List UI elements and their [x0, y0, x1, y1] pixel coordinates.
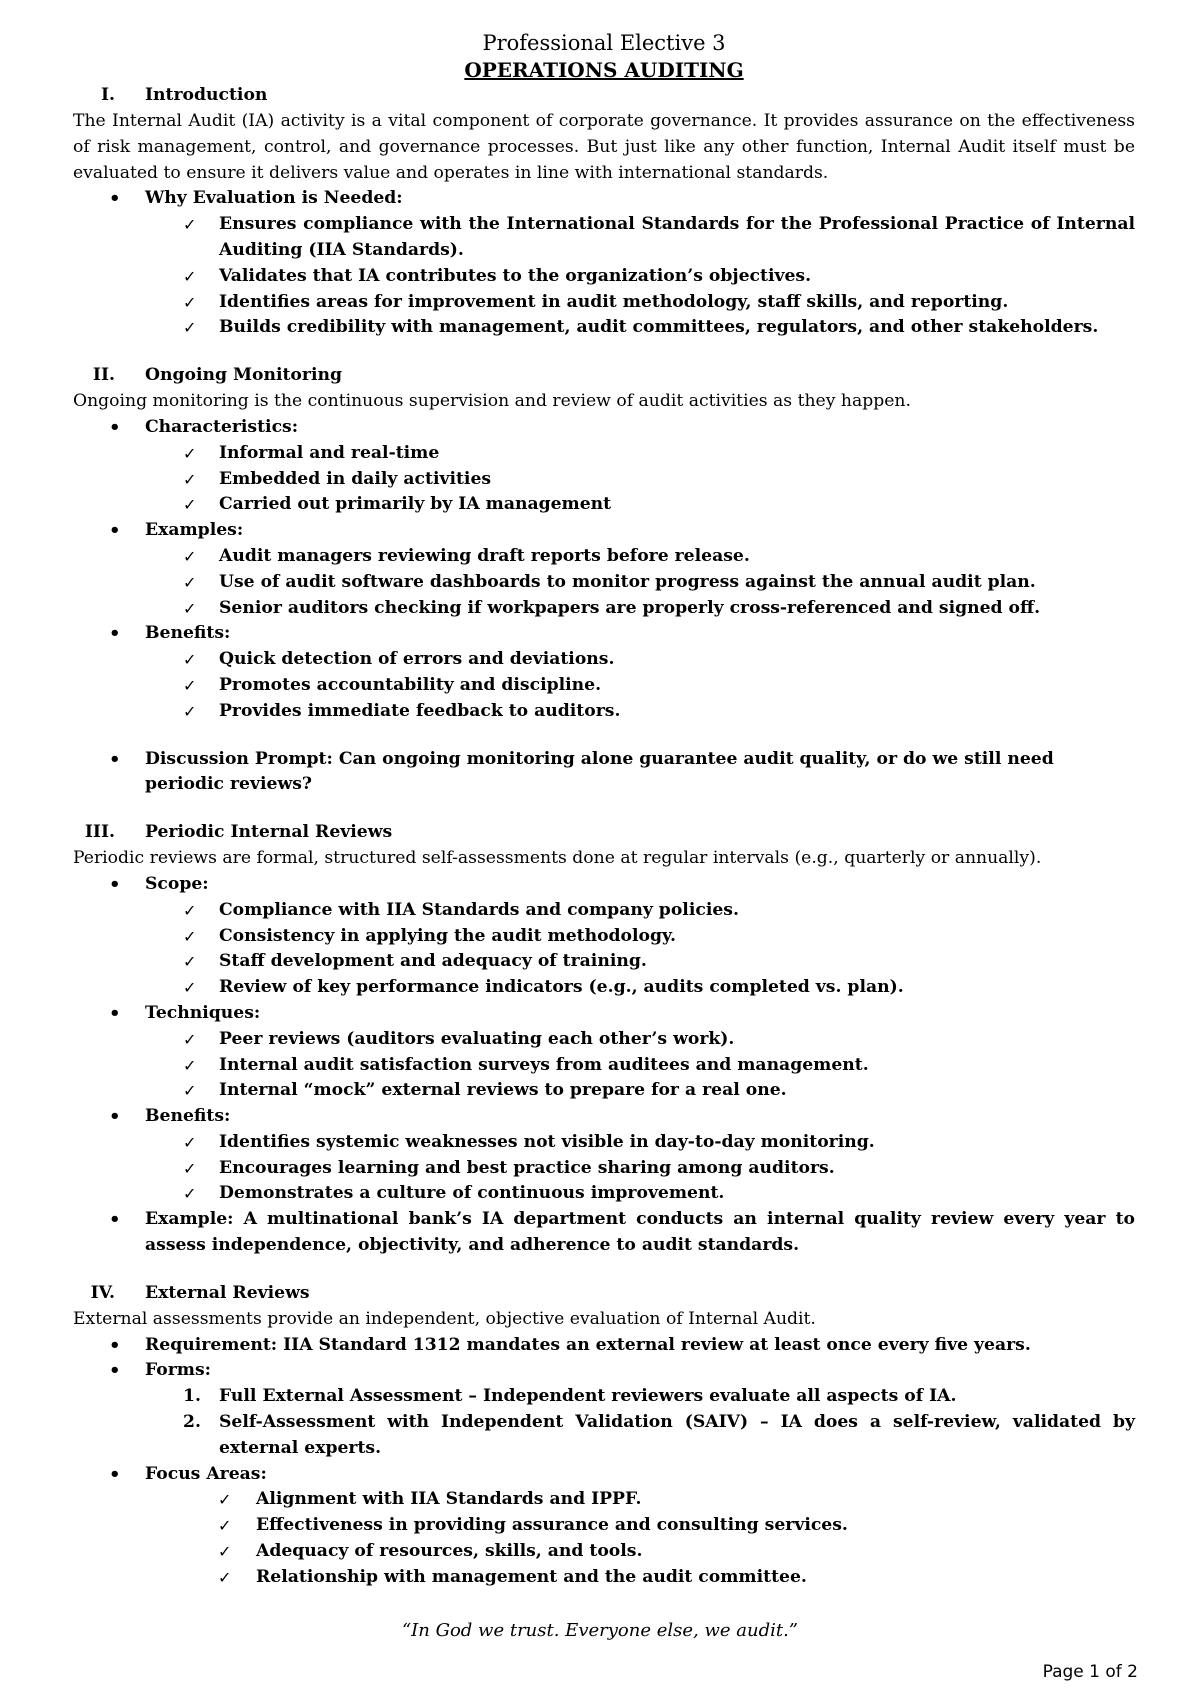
list-item: ✓ Identifies areas for improvement in audit methodology, staff skills, and reporting. [73, 290, 1135, 316]
list-item: ✓ Staff development and adequacy of training. [73, 949, 1135, 975]
list-item: ✓ Relationship with management and the audit committee. [73, 1565, 1135, 1591]
section-number: II. [92, 365, 115, 386]
section-number: III. [84, 822, 115, 843]
list-item: ✓ Quick detection of errors and deviations. [73, 647, 1135, 673]
section-heading-1 [73, 83, 1135, 109]
numbered-list [73, 1384, 1135, 1461]
requirement-item: • Requirement: IIA Standard 1312 mandates an external review at least once every five years. [73, 1333, 1135, 1359]
list-item: ✓ Review of key performance indicators (e.g., audits completed vs. plan). [73, 975, 1135, 1001]
check-list [73, 1027, 1135, 1104]
example-item: • Example: A multinational bank’s IA department conducts an internal quality review every year to assess independence, objectivity, and adherence to audit standards. [73, 1207, 1135, 1259]
list-item: ✓ Consistency in applying the audit methodology. [73, 924, 1135, 950]
list-item: ✓ Audit managers reviewing draft reports before release. [73, 544, 1135, 570]
bullet-list [73, 186, 1135, 341]
list-item: • Scope: ✓ Compliance with IIA Standards and company policies. ✓ Consistency in applying the audit methodology. ✓ Staff development and adequacy of training. ✓ Review of key performance indicators (e.g., audits completed vs. plan). [73, 872, 1135, 1001]
list-item: ✓ Encourages learning and best practice sharing among auditors. [73, 1156, 1135, 1182]
list-item: ✓ Internal “mock” external reviews to prepare for a real one. [73, 1078, 1135, 1104]
check-list [73, 212, 1135, 341]
list-item: • Benefits: ✓ Quick detection of errors and deviations. ✓ Promotes accountability and discipline. ✓ Provides immediate feedback to auditors. [73, 621, 1135, 724]
section-paragraph: Periodic reviews are formal, structured self-assessments done at regular intervals (e.g., quarterly or annually). [73, 848, 1042, 869]
section-title: Ongoing Monitoring [145, 365, 342, 386]
list-item: ✓ Informal and real-time [73, 441, 1135, 467]
check-list [73, 1487, 1135, 1590]
section-heading-4 [73, 1281, 1135, 1307]
list-item: • Examples: ✓ Audit managers reviewing draft reports before release. ✓ Use of audit software dashboards to monitor progress against the annual audit plan. ✓ Senior auditors checking if workpapers are properly cross-referenced and signed off. [73, 518, 1135, 621]
document-title: OPERATIONS AUDITING [464, 58, 744, 82]
list-item: ✓ Demonstrates a culture of continuous improvement. [73, 1181, 1135, 1207]
section-title: Periodic Internal Reviews [145, 822, 393, 843]
list-item: • Techniques: ✓ Peer reviews (auditors evaluating each other’s work). ✓ Internal audit satisfaction surveys from auditees and management. ✓ Internal “mock” external reviews to prepare for a real one. [73, 1001, 1135, 1104]
check-list [73, 441, 1135, 518]
list-item: ✓ Compliance with IIA Standards and company policies. [73, 898, 1135, 924]
check-list [73, 647, 1135, 724]
page-number: Page 1 of 2 [1042, 1662, 1138, 1682]
list-item: • Why Evaluation is Needed: ✓ Ensures compliance with the International Standards for the Professional Practice of Internal Auditing (IIA Standards). ✓ Validates that IA contributes to the organization’s objectives. ✓ Identifies areas for improvement in audit methodology, staff skills, and reporting. ✓ Builds credibility with management, audit committees, regulators, and other stakeholders. [73, 186, 1135, 341]
list-item: 1. Full External Assessment – Independent reviewers evaluate all aspects of IA. [183, 1386, 957, 1407]
list-item: ✓ Builds credibility with management, audit committees, regulators, and other stakeholders. [73, 315, 1135, 341]
list-item: • Forms: 1. Full External Assessment – Independent reviewers evaluate all aspects of IA. 2. Self-Assessment with Independent Validation (SAIV) – IA does a self-review, validated by external experts. [73, 1358, 1135, 1461]
bullet-list [73, 1333, 1135, 1591]
list-item: • Characteristics: ✓ Informal and real-time ✓ Embedded in daily activities ✓ Carried out primarily by IA management [73, 415, 1135, 518]
bullet-list [73, 415, 1135, 725]
list-item: ✓ Adequacy of resources, skills, and tools. [73, 1539, 1135, 1565]
list-item: ✓ Provides immediate feedback to auditors. [73, 699, 1135, 725]
list-item: ✓ Promotes accountability and discipline. [73, 673, 1135, 699]
bullet-list [73, 747, 1135, 799]
list-item: 2. Self-Assessment with Independent Validation (SAIV) – IA does a self-review, validated by external experts. [183, 1412, 1135, 1458]
section-heading-2 [73, 363, 1135, 389]
section-title: Introduction [145, 85, 268, 105]
list-item: ✓ Ensures compliance with the International Standards for the Professional Practice of Internal Auditing (IIA Standards). [73, 212, 1135, 264]
list-item: ✓ Validates that IA contributes to the organization’s objectives. [73, 264, 1135, 290]
section-number: IV. [90, 1282, 115, 1303]
section-title: External Reviews [145, 1282, 310, 1303]
list-item: ✓ Internal audit satisfaction surveys from auditees and management. [73, 1053, 1135, 1079]
section-paragraph: External assessments provide an independent, objective evaluation of Internal Audit. [73, 1308, 816, 1329]
check-list [73, 898, 1135, 1001]
section-paragraph: Ongoing monitoring is the continuous supervision and review of audit activities as they happen. [73, 391, 911, 412]
section-heading-3 [73, 820, 1135, 846]
footer-quote: “In God we trust. Everyone else, we audit.” [401, 1620, 799, 1641]
list-item: ✓ Use of audit software dashboards to monitor progress against the annual audit plan. [73, 570, 1135, 596]
list-item: ✓ Effectiveness in providing assurance and consulting services. [73, 1513, 1135, 1539]
check-list [73, 544, 1135, 621]
list-item: ✓ Peer reviews (auditors evaluating each other’s work). [73, 1027, 1135, 1053]
list-item: • Benefits: ✓ Identifies systemic weaknesses not visible in day-to-day monitoring. ✓ Encourages learning and best practice sharing among auditors. ✓ Demonstrates a culture of continuous improvement. [73, 1104, 1135, 1207]
list-item: • Focus Areas: ✓ Alignment with IIA Standards and IPPF. ✓ Effectiveness in providing assurance and consulting services. ✓ Adequacy of resources, skills, and tools. ✓ Relationship with management and the audit committee. [73, 1462, 1135, 1591]
list-item: ✓ Identifies systemic weaknesses not visible in day-to-day monitoring. [73, 1130, 1135, 1156]
bullet-list [73, 872, 1135, 1259]
list-item: ✓ Carried out primarily by IA management [73, 492, 1135, 518]
document-page [73, 30, 1135, 1591]
discussion-prompt: • Discussion Prompt: Can ongoing monitoring alone guarantee audit quality, or do we still need periodic reviews? [73, 747, 1135, 799]
course-title: Professional Elective 3 [482, 31, 726, 55]
list-item: ✓ Alignment with IIA Standards and IPPF. [73, 1487, 1135, 1513]
list-item: ✓ Embedded in daily activities [73, 467, 1135, 493]
list-item: ✓ Senior auditors checking if workpapers are properly cross-referenced and signed off. [73, 596, 1135, 622]
section-number: I. [100, 85, 115, 105]
check-list [73, 1130, 1135, 1207]
intro-paragraph: The Internal Audit (IA) activity is a vital component of corporate governance. It provides assurance on the effectiveness of risk management, control, and governance processes. But just like any other function, Internal Audit itself must be evaluated to ensure it delivers value and operates in line with international standards. [73, 111, 1135, 183]
